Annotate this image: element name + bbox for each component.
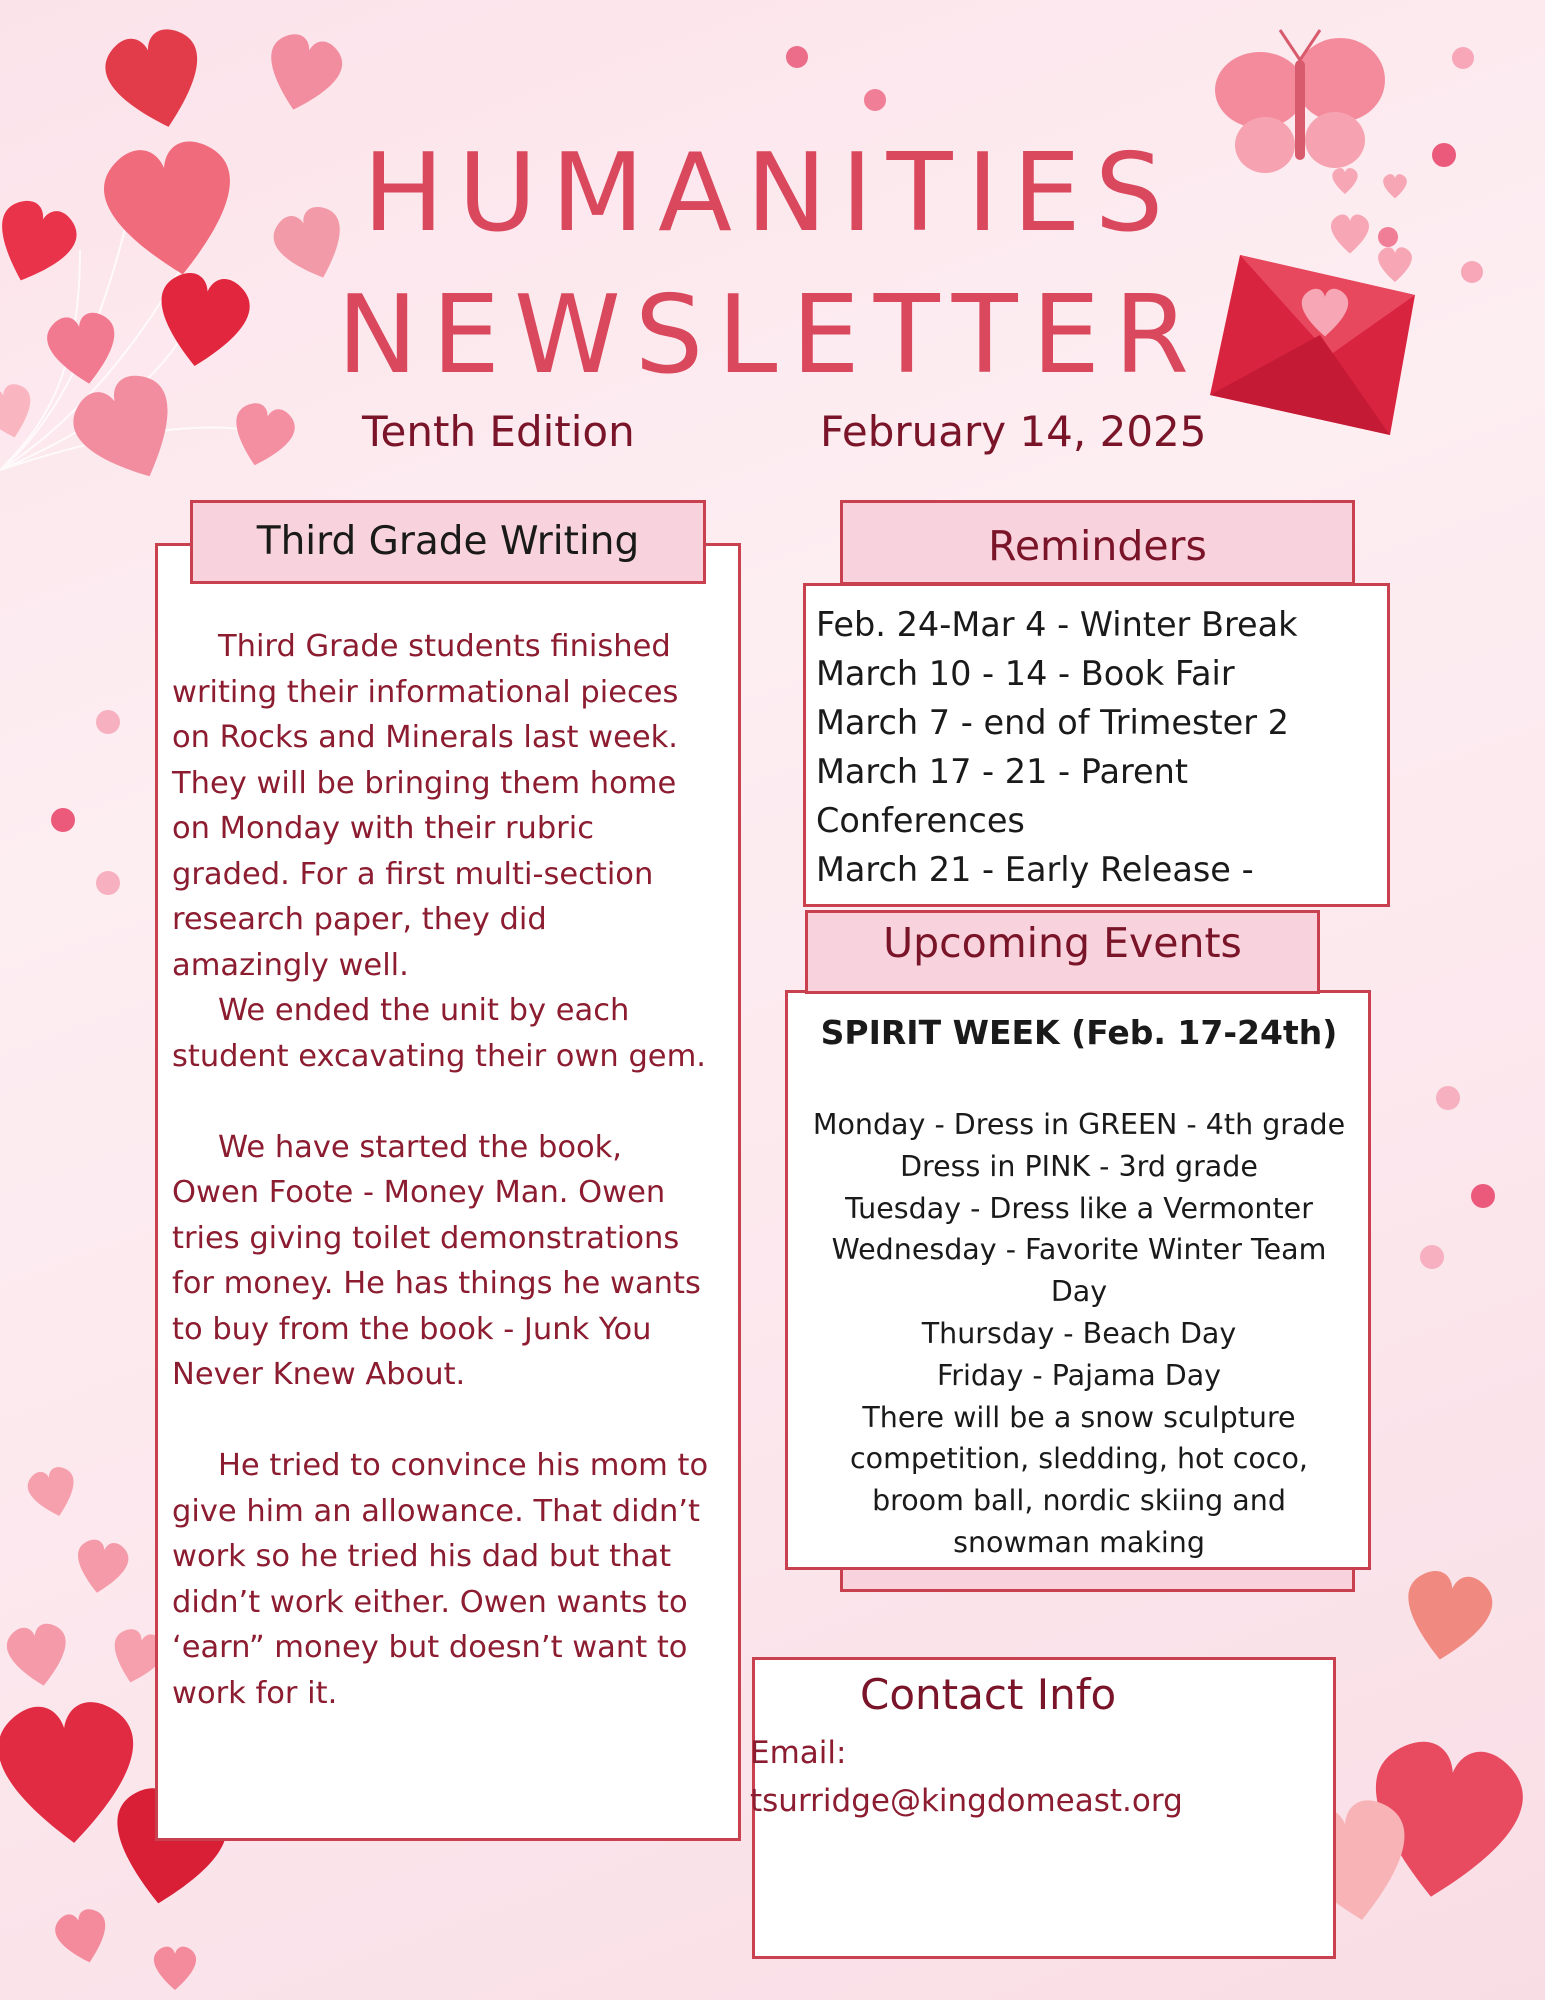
event-line: There will be a snow sculpture competition, sledding, hot coco, broom ball, nordic skiing and snowman making <box>850 1400 1308 1559</box>
event-line: Friday - Pajama Day <box>936 1358 1222 1392</box>
writing-heading: Third Grade Writing <box>190 500 706 584</box>
writing-paragraph: Third Grade students finished writing their informational pieces on Rocks and Minerals last week. They will be bringing them home on Monday with their rubric graded. For a first multi-section research paper, they did amazingly well. <box>172 629 679 983</box>
reminder-item: March 17 - 21 - Parent Conferences <box>816 752 1189 840</box>
event-line: Tuesday - Dress like a Vermonter <box>845 1191 1313 1225</box>
newsletter-title-line2: NEWSLETTER <box>336 273 1204 398</box>
writing-body <box>172 624 712 1716</box>
reminder-item: Feb. 24-Mar 4 - Winter Break <box>816 605 1298 644</box>
reminder-item: March 10 - 14 - Book Fair <box>816 654 1235 693</box>
spirit-week-title: SPIRIT WEEK (Feb. 17-24th) <box>820 1013 1338 1052</box>
heart-balloons-cluster <box>0 23 355 497</box>
reminders-heading: Reminders <box>840 500 1355 585</box>
event-line: Dress in PINK - 3rd grade <box>900 1149 1258 1183</box>
event-line: Wednesday - Favorite Winter Team Day <box>831 1233 1327 1309</box>
love-letter-envelope <box>1210 168 1415 435</box>
event-line: Thursday - Beach Day <box>921 1316 1237 1350</box>
contact-heading: Contact Info <box>860 1670 1117 1719</box>
events-heading: Upcoming Events <box>805 910 1320 994</box>
reminder-item: March 7 - end of Trimester 2 <box>816 703 1289 742</box>
reminders-list <box>816 600 1376 894</box>
issue-date: February 14, 2025 <box>820 407 1207 456</box>
email-label: Email: <box>750 1735 847 1771</box>
butterfly <box>1215 30 1385 173</box>
edition-label: Tenth Edition <box>362 407 635 456</box>
writing-paragraph: He tried to convince his mom to give him an allowance. That didn’t work so he tried his dad but that didn’t work either. Owen wants to ‘earn” money but doesn’t want to work for it. <box>172 1448 709 1711</box>
events-body <box>792 1008 1366 1564</box>
email-address[interactable]: tsurridge@kingdomeast.org <box>750 1783 1183 1819</box>
event-line: Monday - Dress in GREEN - 4th grade <box>812 1108 1346 1141</box>
writing-paragraph: We ended the unit by each student excavating their own gem. <box>172 993 706 1074</box>
reminder-item: March 21 - Early Release - <box>816 850 1254 889</box>
newsletter-title-line1: HUMANITIES <box>362 131 1178 256</box>
writing-paragraph: We have started the book, Owen Foote - Money Man. Owen tries giving toilet demonstrations for money. He has things he wants to buy from the book - Junk You Never Knew About. <box>172 1129 701 1392</box>
